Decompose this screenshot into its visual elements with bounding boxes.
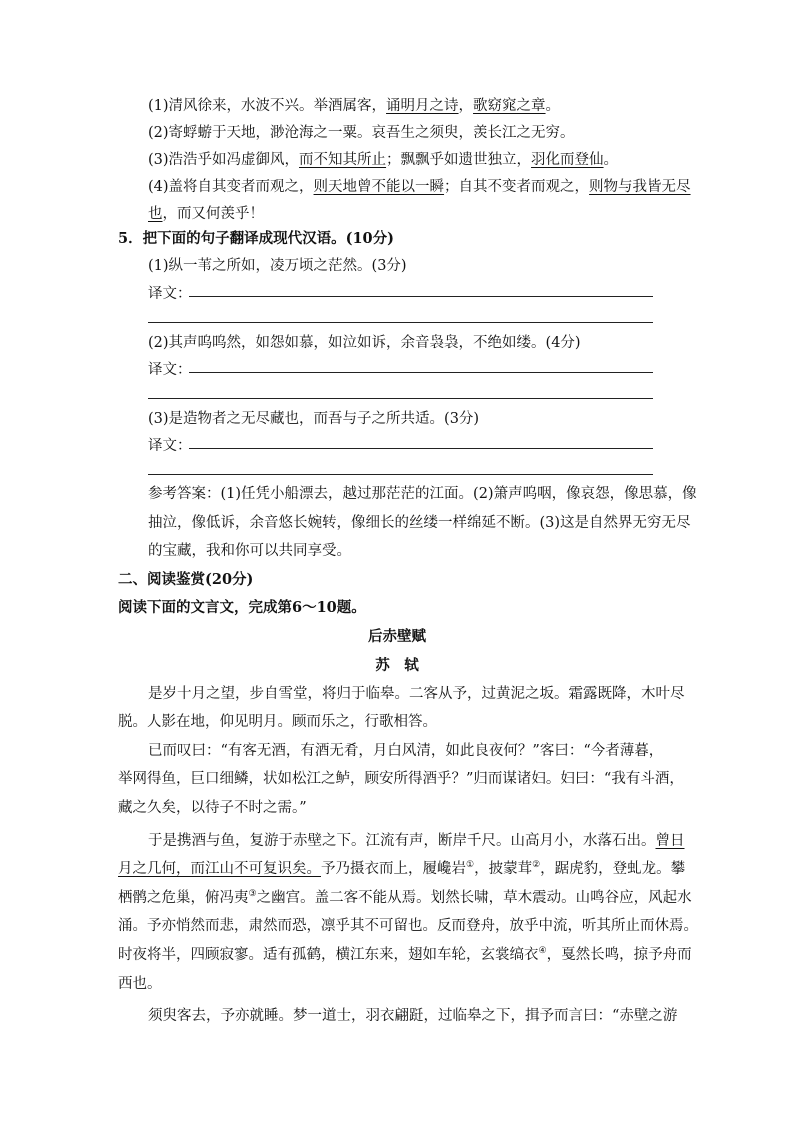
q5-item-3: (3)是造物者之无尽藏也，而吾与子之所共适。(3分) (148, 411, 480, 427)
footnote-marker: ④ (538, 946, 547, 957)
answer-text-line: 抽泣，像低诉，余音悠长婉转，像细长的丝缕一样绵延不断。(3)这是自然界无穷无尽 (148, 515, 691, 531)
passage-line: 脱。人影在地，仰见明月。顾而乐之，行歌相答。 (118, 714, 437, 730)
passage-line: 于是携酒与鱼，复游于赤壁之下。江流有声，断岸千尺。山高月小，水落石出。曾日 (148, 833, 685, 849)
answer-line[interactable] (189, 296, 653, 297)
passage-author: 苏 轼 (375, 657, 419, 674)
passage-line: 已而叹曰：“有客无酒，有酒无肴，月白风清，如此良夜何？”客曰：“今者薄暮， (148, 743, 664, 759)
q4-line-2: (2)寄蜉蝣于天地，渺沧海之一粟。哀吾生之须臾，羡长江之无穷。 (148, 125, 575, 141)
translation-label-1: 译文： (148, 286, 192, 302)
answer-line[interactable] (189, 372, 653, 373)
footnote-marker: ② (532, 860, 541, 871)
q5-item-1: (1)纵一苇之所如，凌万顷之茫然。(3分) (148, 258, 407, 274)
passage-line: 涌。予亦悄然而悲，肃然而恐，凛乎其不可留也。反而登舟，放乎中流，听其所止而休焉。 (118, 918, 698, 934)
section-heading: 二、阅读鉴赏(20分) (118, 571, 254, 588)
answer-line[interactable] (148, 398, 653, 399)
answer-text-line: 的宝藏，我和你可以共同享受。 (148, 543, 351, 559)
passage-line: 藏之久矣，以待子不时之需。” (118, 800, 307, 816)
answer-line[interactable] (148, 474, 653, 475)
q4-line-5: 也，而又何羡乎！ (148, 206, 264, 222)
q4-line-4: (4)盖将自其变者而观之，则天地曾不能以一瞬；自其不变者而观之，则物与我皆无尽 (148, 179, 691, 195)
passage-line: 须臾客去，予亦就睡。梦一道士，羽衣翩跹，过临皋之下，揖予而言曰：“赤壁之游 (148, 1008, 678, 1024)
answer-line[interactable] (189, 448, 653, 449)
passage-line: 西也。 (118, 976, 162, 992)
q4-line-3: (3)浩浩乎如冯虚御风，而不知其所止；飘飘乎如遗世独立，羽化而登仙。 (148, 152, 619, 168)
answer-line[interactable] (148, 322, 653, 323)
translation-label-3: 译文： (148, 438, 192, 454)
passage-line: 月之几何，而江山不可复识矣。予乃摄衣而上，履巉岩①，披蒙茸②，踞虎豹，登虬龙。攀 (118, 860, 686, 877)
passage-title: 后赤壁赋 (368, 628, 426, 645)
footnote-marker: ① (466, 860, 475, 871)
passage-line: 是岁十月之望，步自雪堂，将归于临皋。二客从予，过黄泥之坂。霜露既降，木叶尽 (148, 686, 685, 702)
q4-line-1: (1)清风徐来，水波不兴。举酒属客，诵明月之诗，歌窈窕之章。 (148, 98, 561, 114)
answer-text-line: 参考答案：(1)任凭小船漂去，越过那茫茫的江面。(2)箫声呜咽，像哀怨，像思慕，像 (148, 486, 697, 502)
passage-line: 举网得鱼，巨口细鳞，状如松江之鲈，顾安所得酒乎？”归而谋诸妇。妇曰：“我有斗酒， (118, 771, 684, 787)
translation-label-2: 译文： (148, 362, 192, 378)
passage-line: 时夜将半，四顾寂寥。适有孤鹤，横江东来，翅如车轮，玄裳缟衣④，戛然长鸣，掠予舟而 (118, 946, 692, 963)
q5-title: 5．把下面的句子翻译成现代汉语。(10分) (118, 230, 394, 247)
passage-line: 栖鹘之危巢，俯冯夷③之幽宫。盖二客不能从焉。划然长啸，草木震动。山鸣谷应，风起水 (118, 889, 692, 906)
section-instruction: 阅读下面的文言文，完成第6～10题。 (118, 599, 366, 616)
footnote-marker: ③ (248, 889, 257, 900)
q5-item-2: (2)其声呜呜然，如怨如慕，如泣如诉，余音袅袅，不绝如缕。(4分) (148, 335, 581, 351)
